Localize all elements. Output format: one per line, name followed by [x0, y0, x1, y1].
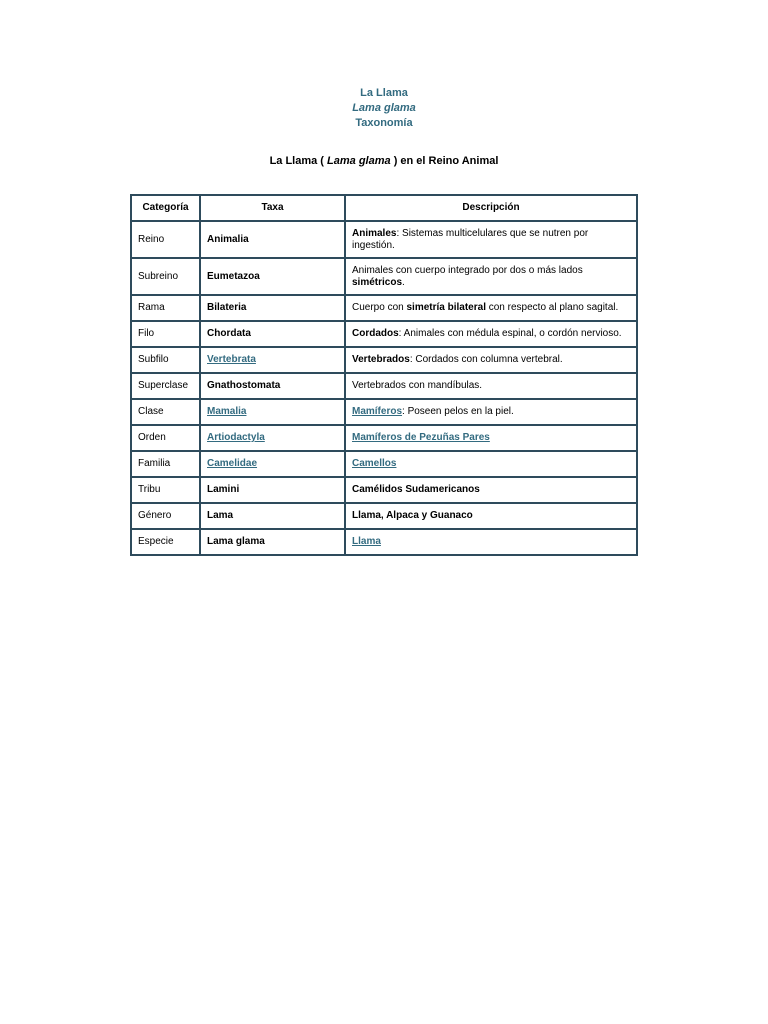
description-cell — [345, 425, 637, 451]
taxonomy-table — [130, 194, 638, 556]
taxa-link[interactable]: Artiodactyla — [207, 432, 265, 443]
description-cell — [345, 321, 637, 347]
description-text: : Sistemas multicelulares que se nutren por ingestión. — [352, 227, 589, 251]
taxa-cell: Eumetazoa — [200, 258, 345, 295]
table-row — [131, 221, 637, 258]
table-row — [131, 451, 637, 477]
description-text: Cuerpo con — [352, 302, 404, 313]
category-cell: Género — [131, 503, 200, 529]
taxa-cell: Bilateria — [200, 295, 345, 321]
description-cell — [345, 258, 637, 295]
description-cell — [345, 529, 637, 555]
description-end: . — [402, 276, 405, 288]
category-cell: Filo — [131, 321, 200, 347]
description-cell — [345, 399, 637, 425]
description-text: : Cordados con columna vertebral. — [409, 354, 563, 365]
table-row — [131, 295, 637, 321]
category-cell: Reino — [131, 221, 200, 258]
category-cell: Clase — [131, 399, 200, 425]
category-cell: Familia — [131, 451, 200, 477]
taxa-cell — [200, 451, 345, 477]
description-bold: Animales — [352, 227, 397, 239]
scientific-name: Lama glama — [352, 102, 416, 114]
table-row — [131, 399, 637, 425]
table-row — [131, 321, 637, 347]
caption-suffix: ) en el Reino Animal — [393, 155, 499, 167]
table-row — [131, 477, 637, 503]
caption-species: Lama glama — [327, 155, 391, 167]
caption-prefix: La Llama ( — [269, 155, 324, 167]
table-row — [131, 425, 637, 451]
table-header-row — [131, 195, 637, 221]
taxa-cell — [200, 425, 345, 451]
header-descripcion: Descripción — [345, 195, 637, 221]
header-categoria: Categoría — [131, 195, 200, 221]
description-cell: Vertebrados con mandíbulas. — [345, 373, 637, 399]
section-title: Taxonomía — [355, 117, 413, 129]
description-bold: Camélidos Sudamericanos — [352, 484, 480, 495]
description-cell — [345, 295, 637, 321]
description-cell — [345, 477, 637, 503]
description-link[interactable]: Mamíferos de Pezuñas Pares — [352, 432, 490, 443]
taxa-cell: Gnathostomata — [200, 373, 345, 399]
category-cell: Superclase — [131, 373, 200, 399]
description-cell — [345, 221, 637, 258]
description-cell — [345, 503, 637, 529]
description-cell — [345, 347, 637, 373]
description-text: Animales con cuerpo integrado por dos o más lados — [352, 264, 583, 276]
page-title: La Llama — [360, 87, 408, 99]
taxa-cell — [200, 399, 345, 425]
taxa-link[interactable]: Mamalia — [207, 406, 247, 417]
taxa-cell: Lama — [200, 503, 345, 529]
taxa-cell: Lamini — [200, 477, 345, 503]
taxa-cell — [200, 347, 345, 373]
description-bold: simetría bilateral — [406, 302, 486, 313]
category-cell: Subfilo — [131, 347, 200, 373]
description-text: : Poseen pelos en la piel. — [402, 406, 514, 417]
taxa-cell: Animalia — [200, 221, 345, 258]
taxa-link[interactable]: Vertebrata — [207, 354, 256, 365]
description-bold: Vertebrados — [352, 354, 410, 365]
header-taxa: Taxa — [200, 195, 345, 221]
table-row — [131, 347, 637, 373]
table-caption — [0, 155, 768, 167]
description-link[interactable]: Camellos — [352, 458, 397, 469]
category-cell: Subreino — [131, 258, 200, 295]
description-link[interactable]: Llama — [352, 536, 381, 547]
category-cell: Rama — [131, 295, 200, 321]
description-cell — [345, 451, 637, 477]
table-row — [131, 503, 637, 529]
table-row — [131, 373, 637, 399]
description-bold: Cordados — [352, 328, 399, 339]
description-text: : Animales con médula espinal, o cordón nervioso. — [398, 328, 622, 339]
table-row — [131, 529, 637, 555]
taxa-cell: Chordata — [200, 321, 345, 347]
description-bold: simétricos — [352, 276, 403, 288]
description-link[interactable]: Mamíferos — [352, 406, 403, 417]
taxa-cell: Lama glama — [200, 529, 345, 555]
category-cell: Especie — [131, 529, 200, 555]
page-header — [0, 86, 768, 131]
table-row — [131, 258, 637, 295]
description-end: con respecto al plano sagital. — [488, 302, 619, 313]
category-cell: Orden — [131, 425, 200, 451]
description-bold: Llama, Alpaca y Guanaco — [352, 510, 473, 521]
taxa-link[interactable]: Camelidae — [207, 458, 258, 469]
category-cell: Tribu — [131, 477, 200, 503]
